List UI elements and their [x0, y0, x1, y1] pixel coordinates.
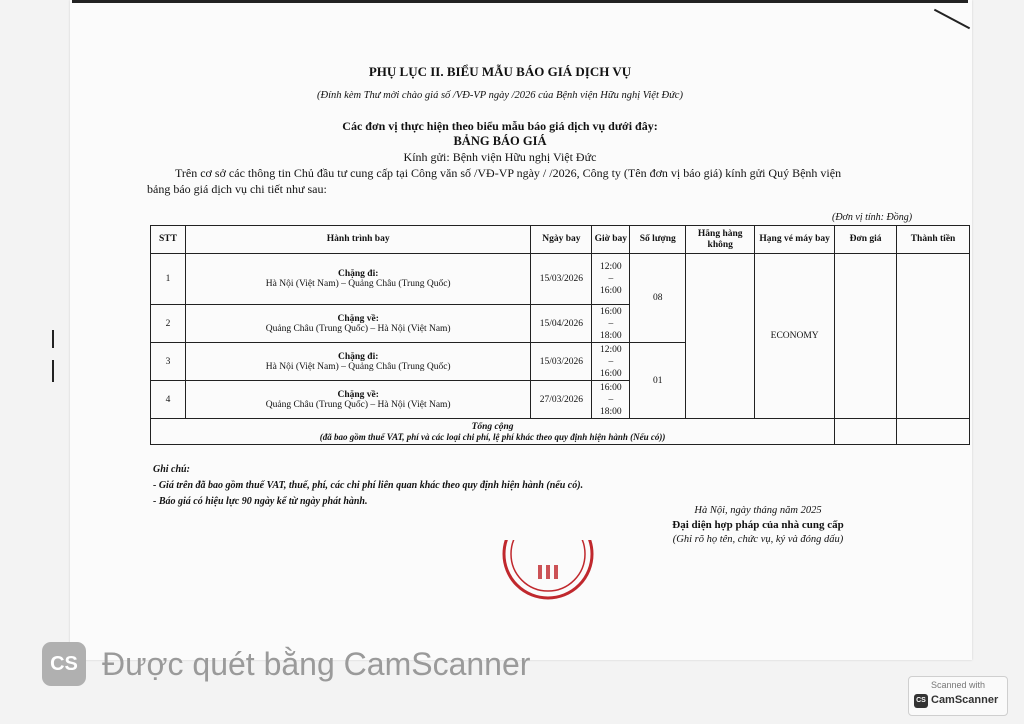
route-segment: Chặng về: — [337, 313, 379, 324]
red-stamp — [498, 540, 598, 610]
table-header-row — [151, 226, 970, 254]
time-dash: – — [608, 356, 614, 367]
route-segment: Chặng đi: — [337, 351, 379, 362]
route-segment: Chặng đi: — [337, 269, 379, 279]
scan-top-edge — [72, 0, 968, 3]
intro-line-2: bảng báo giá dịch vụ chi tiết như sau: — [147, 182, 327, 196]
notes-block — [153, 462, 583, 510]
flight-date: 15/04/2026 — [531, 305, 592, 343]
qty-cell: 01 — [630, 343, 686, 419]
camscanner-logo-icon: CS — [42, 642, 86, 686]
time-start: 12:00 — [600, 344, 622, 355]
flight-date: 27/03/2026 — [531, 381, 592, 419]
header-date: Ngày bay — [531, 226, 592, 254]
route-cell — [185, 381, 530, 419]
header-airline: Hãng hàng không — [686, 226, 755, 254]
flight-time — [592, 305, 630, 343]
header-time: Giờ bay — [592, 226, 630, 254]
total-unit-price-cell — [835, 419, 897, 445]
time-end: 16:00 — [600, 368, 622, 379]
scan-edge-mark — [52, 360, 54, 382]
camscanner-badge — [908, 676, 1008, 716]
note-item: - Báo giá có hiệu lực 90 ngày kể từ ngày phát hành. — [153, 496, 368, 507]
header-stt: STT — [151, 226, 186, 254]
row-stt: 4 — [151, 381, 186, 419]
flight-date: 15/03/2026 — [531, 343, 592, 381]
unit-price-cell — [835, 254, 897, 419]
document-title: PHỤ LỤC II. BIỂU MẪU BÁO GIÁ DỊCH VỤ — [368, 64, 632, 79]
total-label: Tổng cộng — [471, 421, 514, 432]
table-total-row — [151, 419, 970, 445]
time-start: 12:00 — [600, 262, 622, 272]
route-cell — [185, 254, 530, 305]
time-dash: – — [608, 318, 614, 329]
unit-note: (Đơn vị tính: Đồng) — [832, 212, 913, 223]
flight-date: 15/03/2026 — [531, 254, 592, 305]
total-amount-cell — [897, 419, 970, 445]
qty-cell: 08 — [630, 254, 686, 343]
time-dash: – — [608, 394, 614, 405]
flight-time — [592, 254, 630, 305]
header-route: Hành trình bay — [185, 226, 530, 254]
class-cell: ECONOMY — [755, 254, 835, 419]
badge-caption: Scanned with — [930, 680, 986, 690]
header-class: Hạng vé máy bay — [755, 226, 835, 254]
notes-heading: Ghi chú: — [153, 464, 190, 475]
time-end: 18:00 — [600, 330, 622, 341]
units-heading: Các đơn vị thực hiện theo biểu mẫu báo giá dịch vụ dưới đây: — [342, 119, 658, 133]
route-cell — [185, 305, 530, 343]
header-total: Thành tiền — [897, 226, 970, 254]
camscanner-badge-icon: CS — [914, 694, 928, 708]
intro-paragraph — [147, 165, 947, 197]
route-text: Quảng Châu (Trung Quốc) – Hà Nội (Việt Nam) — [265, 399, 451, 410]
total-cell — [897, 254, 970, 419]
time-end: 18:00 — [600, 406, 622, 417]
total-note: (đã bao gồm thuế VAT, phí và các loại chi phí, lệ phí khác theo quy định hiện hành (Nếu có)) — [319, 431, 666, 442]
quote-table — [150, 225, 970, 445]
table-row — [151, 254, 970, 305]
greeting: Kính gửi: Bệnh viện Hữu nghị Việt Đức — [403, 150, 597, 164]
report-title: BẢNG BÁO GIÁ — [453, 134, 547, 148]
signature-instruction: (Ghi rõ họ tên, chức vụ, ký và đóng dấu) — [672, 534, 844, 545]
stamp-glyph — [546, 565, 550, 579]
badge-brand: CamScanner — [931, 694, 999, 706]
attachment-note: (Đính kèm Thư mời chào giá số /VĐ-VP ngày /2026 của Bệnh viện Hữu nghị Việt Đức) — [317, 90, 683, 101]
note-item: - Giá trên đã bao gồm thuế VAT, thuế, phí, các chi phí liên quan khác theo quy định hiện hành (nếu có). — [153, 480, 584, 491]
row-stt: 3 — [151, 343, 186, 381]
stamp-glyph — [554, 565, 558, 579]
intro-line-1: Trên cơ sở các thông tin Chủ đầu tư cung cấp tại Công văn số /VĐ-VP ngày / /2026, Công ty (Tên đơn vị báo giá) kính gửi Quý Bệnh viện — [175, 166, 842, 180]
route-segment: Chặng về: — [337, 389, 379, 400]
time-end: 16:00 — [600, 286, 622, 296]
time-start: 16:00 — [600, 382, 622, 393]
header-qty: Số lượng — [630, 226, 686, 254]
signature-place-date: Hà Nội, ngày tháng năm 2025 — [694, 505, 822, 516]
camscanner-watermark — [42, 642, 602, 690]
time-dash: – — [608, 274, 614, 284]
route-text: Hà Nội (Việt Nam) – Quảng Châu (Trung Quốc) — [265, 361, 451, 372]
camscanner-watermark-text: Được quét bằng CamScanner — [102, 646, 531, 682]
flight-time — [592, 343, 630, 381]
header-unit-price: Đơn giá — [835, 226, 897, 254]
scan-edge-mark — [52, 330, 54, 348]
total-label-cell — [151, 419, 835, 445]
time-start: 16:00 — [600, 306, 622, 317]
row-stt: 1 — [151, 254, 186, 305]
row-stt: 2 — [151, 305, 186, 343]
route-text: Hà Nội (Việt Nam) – Quảng Châu (Trung Quốc) — [265, 279, 451, 289]
flight-time — [592, 381, 630, 419]
signature-role: Đại diện hợp pháp của nhà cung cấp — [672, 519, 844, 531]
stamp-glyph — [538, 565, 542, 579]
route-cell — [185, 343, 530, 381]
airline-cell — [686, 254, 755, 419]
route-text: Quảng Châu (Trung Quốc) – Hà Nội (Việt Nam) — [265, 323, 451, 334]
